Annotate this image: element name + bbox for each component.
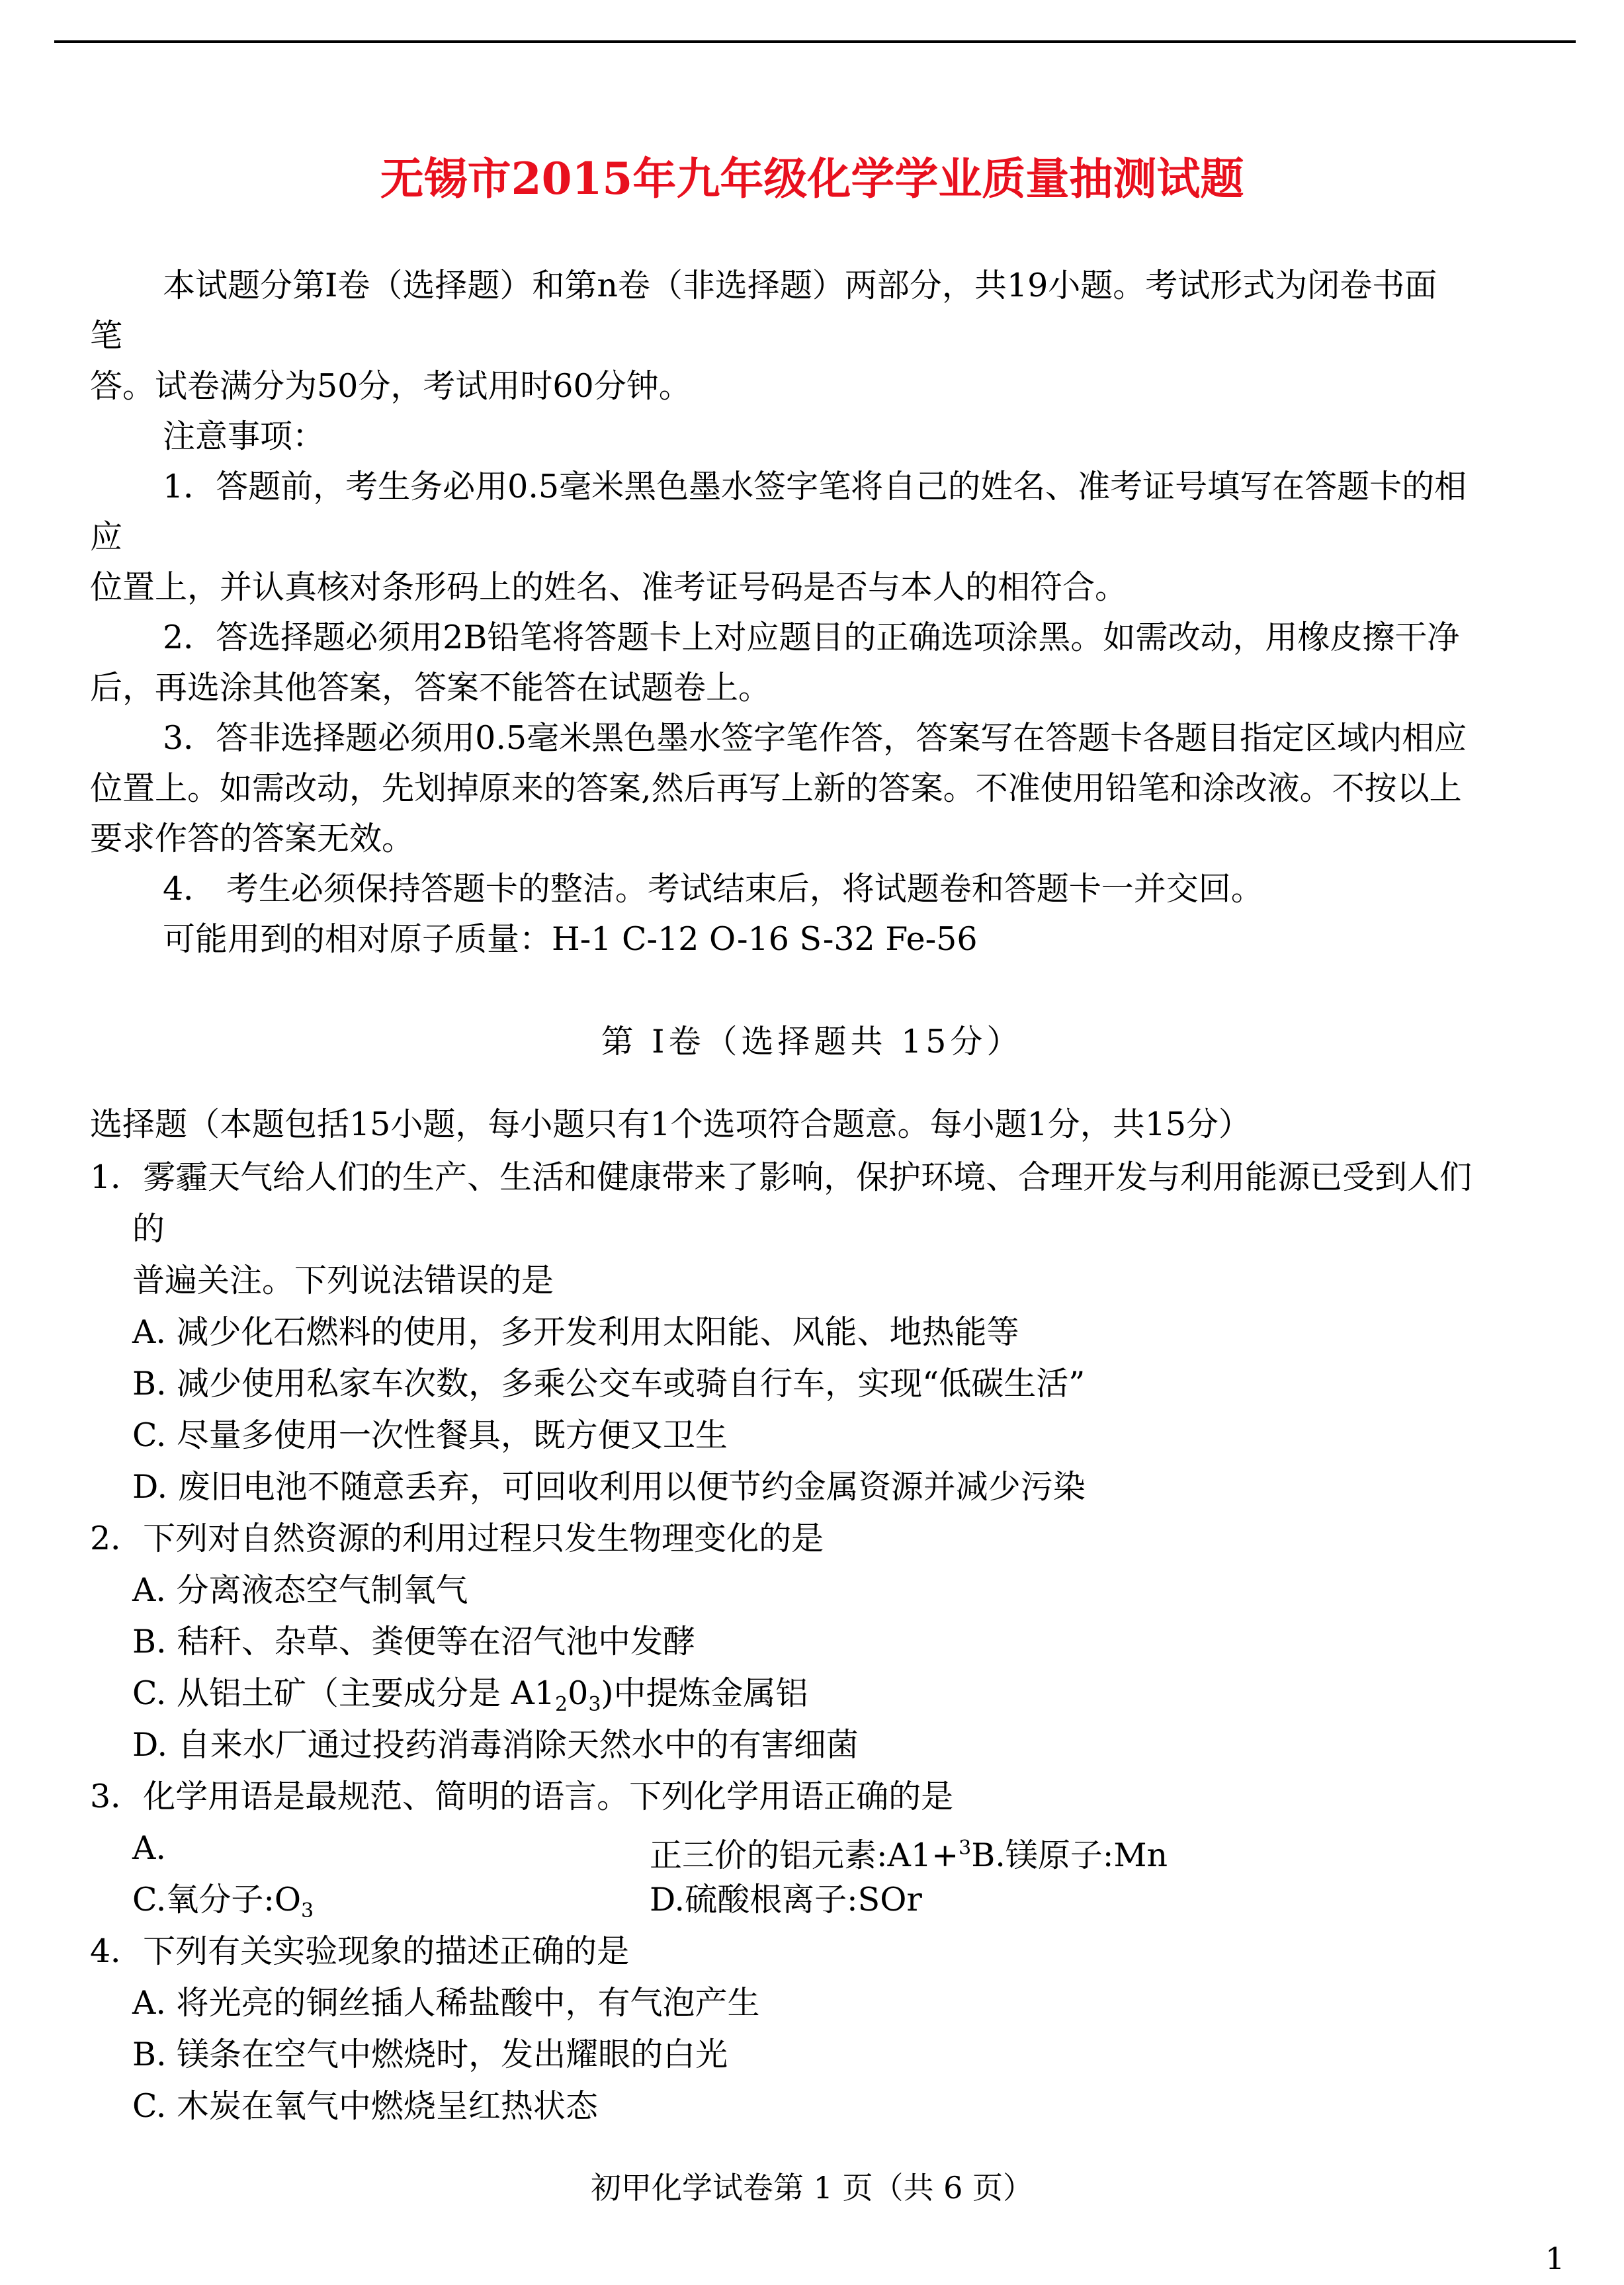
q2-stem: 2．下列对自然资源的利用过程只发生物理变化的是	[90, 1520, 824, 1557]
q3-option-c: C.氧分子$:O_3$	[132, 1881, 314, 1922]
q3-stem: 3．化学用语是最规范、简明的语言。下列化学用语正确的是	[90, 1778, 954, 1815]
section-title: 第 I卷（选择题共 15分）	[601, 1023, 1023, 1060]
q2-option-a: A. 分离液态空气制氧气	[132, 1571, 468, 1609]
note-2a: 2．答选择题必须用2B铅笔将答题卡上对应题目的正确选项涂黑。如需改动，用橡皮擦干净	[163, 619, 1460, 656]
q2-option-c: C. 从铝土矿（主要成分是 $A1_20_3$)中提炼金属铝	[132, 1674, 808, 1716]
note-4: 4． 考生必须保持答题卡的整洁。考试结束后，将试题卷和答题卡一并交回。	[163, 870, 1263, 908]
note-2b: 后，再选涂其他答案，答案不能答在试题卷上。	[90, 669, 771, 707]
intro-line-2: 答。试卷满分为50分，考试用时60分钟。	[90, 367, 691, 405]
page-title: 无锡市2015年九年级化学学业质量抽测试题	[380, 153, 1244, 204]
q2-option-b: B. 秸秆、杂草、粪便等在沼气池中发酵	[132, 1623, 696, 1660]
top-rule	[54, 40, 1576, 43]
note-3c: 要求作答的答案无效。	[90, 820, 415, 857]
q3-option-d: D.硫酸根离子:SOr	[650, 1881, 922, 1919]
instructions: 选择题（本题包括15小题，每小题只有1个选项符合题意。每小题1分，共15分）	[90, 1105, 1252, 1143]
note-3b: 位置上。如需改动，先划掉原来的答案,然后再写上新的答案。不准使用铅笔和涂改液。不按以上	[90, 769, 1462, 807]
q3-option-a-b: 正三价的铝元素:A1+$^3$B.镁原子:Mn	[650, 1836, 1168, 1874]
notes-heading: 注意事项：	[163, 417, 325, 455]
q1-option-b: B. 减少使用私家车次数，多乘公交车或骑自行车，实现“低碳生活”	[132, 1365, 1086, 1402]
page-footer: 初甲化学试卷第 1 页（共 6 页）	[590, 2170, 1034, 2206]
q1-stem-a: 1．雾霾天气给人们的生产、生活和健康带来了影响，保护环境、合理开发与利用能源已受到人们	[90, 1158, 1473, 1196]
q4-option-c: C. 木炭在氧气中燃烧呈红热状态	[132, 2087, 598, 2125]
q4-stem: 4．下列有关实验现象的描述正确的是	[90, 1932, 630, 1970]
intro-line-1: 本试题分第Ⅰ卷（选择题）和第n卷（非选择题）两部分，共19小题。考试形式为闭卷书面	[163, 267, 1437, 304]
q4-option-b: B. 镁条在空气中燃烧时，发出耀眼的白光	[132, 2036, 728, 2073]
q1-option-d: D. 废旧电池不随意丢弃，可回收利用以便节约金属资源并减少污染	[132, 1468, 1086, 1506]
note-3a: 3．答非选择题必须用0.5毫米黑色墨水签字笔作答，答案写在答题卡各题目指定区域内相应	[163, 719, 1467, 757]
intro-line-1b: 笔	[90, 317, 123, 355]
q1-option-c: C. 尽量多使用一次性餐具，既方便又卫生	[132, 1416, 728, 1454]
q1-option-a: A. 减少化石燃料的使用，多开发利用太阳能、风能、地热能等	[132, 1313, 1019, 1351]
q4-option-a: A. 将光亮的铜丝插人稀盐酸中，有气泡产生	[132, 1984, 760, 2022]
note-1b: 应	[90, 518, 123, 556]
page-number: 1	[1545, 2241, 1565, 2276]
atomic-mass: 可能用到的相对原子质量：H-1 C-12 O-16 S-32 Fe-56	[163, 920, 978, 958]
q3-option-a-label: A.	[132, 1829, 166, 1867]
q1-stem-c: 普遍关注。下列说法错误的是	[132, 1262, 554, 1299]
q2-option-d: D. 自来水厂通过投药消毒消除天然水中的有害细菌	[132, 1726, 859, 1764]
q1-stem-b: 的	[132, 1210, 165, 1248]
note-1c: 位置上，并认真核对条形码上的姓名、准考证号码是否与本人的相符合。	[90, 568, 1128, 606]
note-1a: 1．答题前，考生务必用0.5毫米黑色墨水签字笔将自己的姓名、准考证号填写在答题卡的相	[163, 468, 1467, 505]
